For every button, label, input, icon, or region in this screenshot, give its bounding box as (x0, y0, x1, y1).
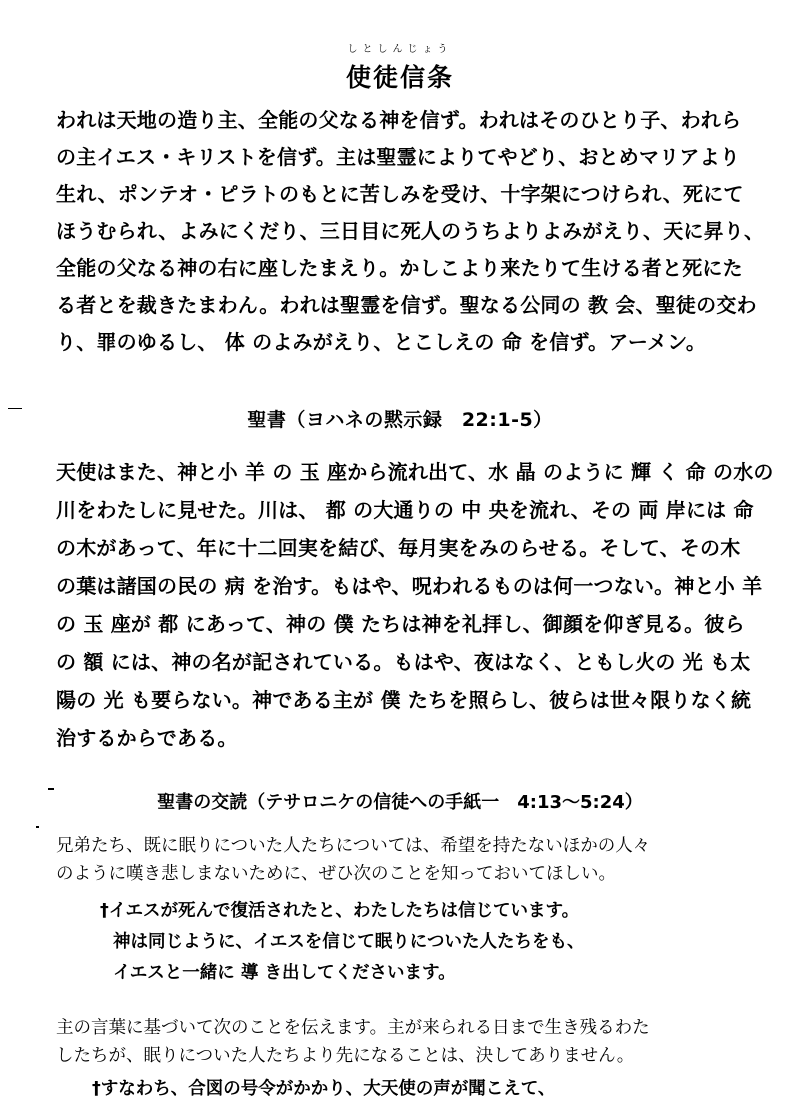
scripture-line: 治するからである。 (56, 726, 238, 750)
scan-speck (48, 788, 54, 790)
leader-reading-1 (56, 832, 756, 888)
response-line: †すなわち、合図の号令がかかり、大天使の声が聞こえて、 (92, 1079, 556, 1099)
response-line: †イエスが死んで復活されたと、わたしたちは信じています。 (100, 901, 580, 921)
leader-reading-2 (56, 1014, 756, 1070)
congregation-response-2 (92, 1074, 555, 1105)
scan-speck (8, 408, 22, 409)
scripture-text (56, 453, 774, 757)
scripture-line: の 玉 座が 都 にあって、神の 僕 たちは神を礼拝し、御顔を仰ぎ見る。彼ら (56, 612, 745, 636)
creed-line: り、罪のゆるし、 体 のよみがえり、とこしえの 命 を信ず。アーメン。 (56, 330, 707, 354)
response-line: イエスと一緒に 導 き出してくださいます。 (113, 963, 456, 983)
creed-line: われは天地の造り主、全能の父なる神を信ず。われはそのひとり子、われら (56, 108, 742, 132)
responsive-reading-title: 聖書の交読（テサロニケの信徒への手紙一 4:13～5:24） (157, 792, 643, 813)
scripture-line: の木があって、年に十二回実を結び、毎月実をみのらせる。そして、その木 (56, 536, 741, 560)
scan-speck (36, 826, 39, 828)
creed-title: 使徒信条 (345, 63, 454, 92)
scripture-line: の葉は諸国の民の 病 を治す。もはや、呪われるものは何一つない。神と小 羊 (56, 574, 763, 598)
reading-line: 兄弟たち、既に眠りについた人たちについては、希望を持たないほかの人々 (56, 836, 651, 856)
creed-text (56, 102, 765, 361)
reading-line: したちが、眠りについた人たちより先になることは、決してありません。 (56, 1046, 635, 1066)
creed-line: ほうむられ、よみにくだり、三日目に死人のうちよりよみがえり、天に昇り、 (56, 219, 765, 243)
scripture-line: 陽の 光 も要らない。神である主が 僕 たちを照らし、彼らは世々限りなく統 (56, 688, 752, 712)
scripture-line: 川をわたしに見せた。川は、 都 の大通りの 中 央を流れ、その 両 岸には 命 (56, 498, 754, 522)
reading-line: のように嘆き悲しまないために、ぜひ次のことを知っておいてほしい。 (56, 864, 616, 884)
congregation-response-1 (100, 896, 584, 989)
scripture-line: 天使はまた、神と小 羊 の 玉 座から流れ出て、水 晶 のように 輝 く 命 の水の (56, 460, 774, 484)
creed-line: 生れ、ポンテオ・ピラトのもとに苦しみを受け、十字架につけられ、死にて (56, 182, 744, 206)
creed-line: の主イエス・キリストを信ず。主は聖霊によりてやどり、おとめマリアより (56, 145, 740, 169)
response-line: 神は同じように、イエスを信じて眠りについた人たちをも、 (113, 932, 585, 952)
creed-title-reading: しとしんじょう (347, 44, 453, 55)
scripture-line: の 額 には、神の名が記されている。もはや、夜はなく、ともし火の 光 も太 (56, 650, 751, 674)
creed-line: る者とを裁きたまわん。われは聖霊を信ず。聖なる公同の 教 会、聖徒の交わ (56, 293, 757, 317)
scripture-title: 聖書（ヨハネの黙示録 22:1-5） (247, 409, 553, 431)
reading-line: 主の言葉に基づいて次のことを伝えます。主が来られる日まで生き残るわた (56, 1018, 650, 1038)
creed-line: 全能の父なる神の右に座したまえり。かしこより来たりて生ける者と死にた (56, 256, 743, 280)
